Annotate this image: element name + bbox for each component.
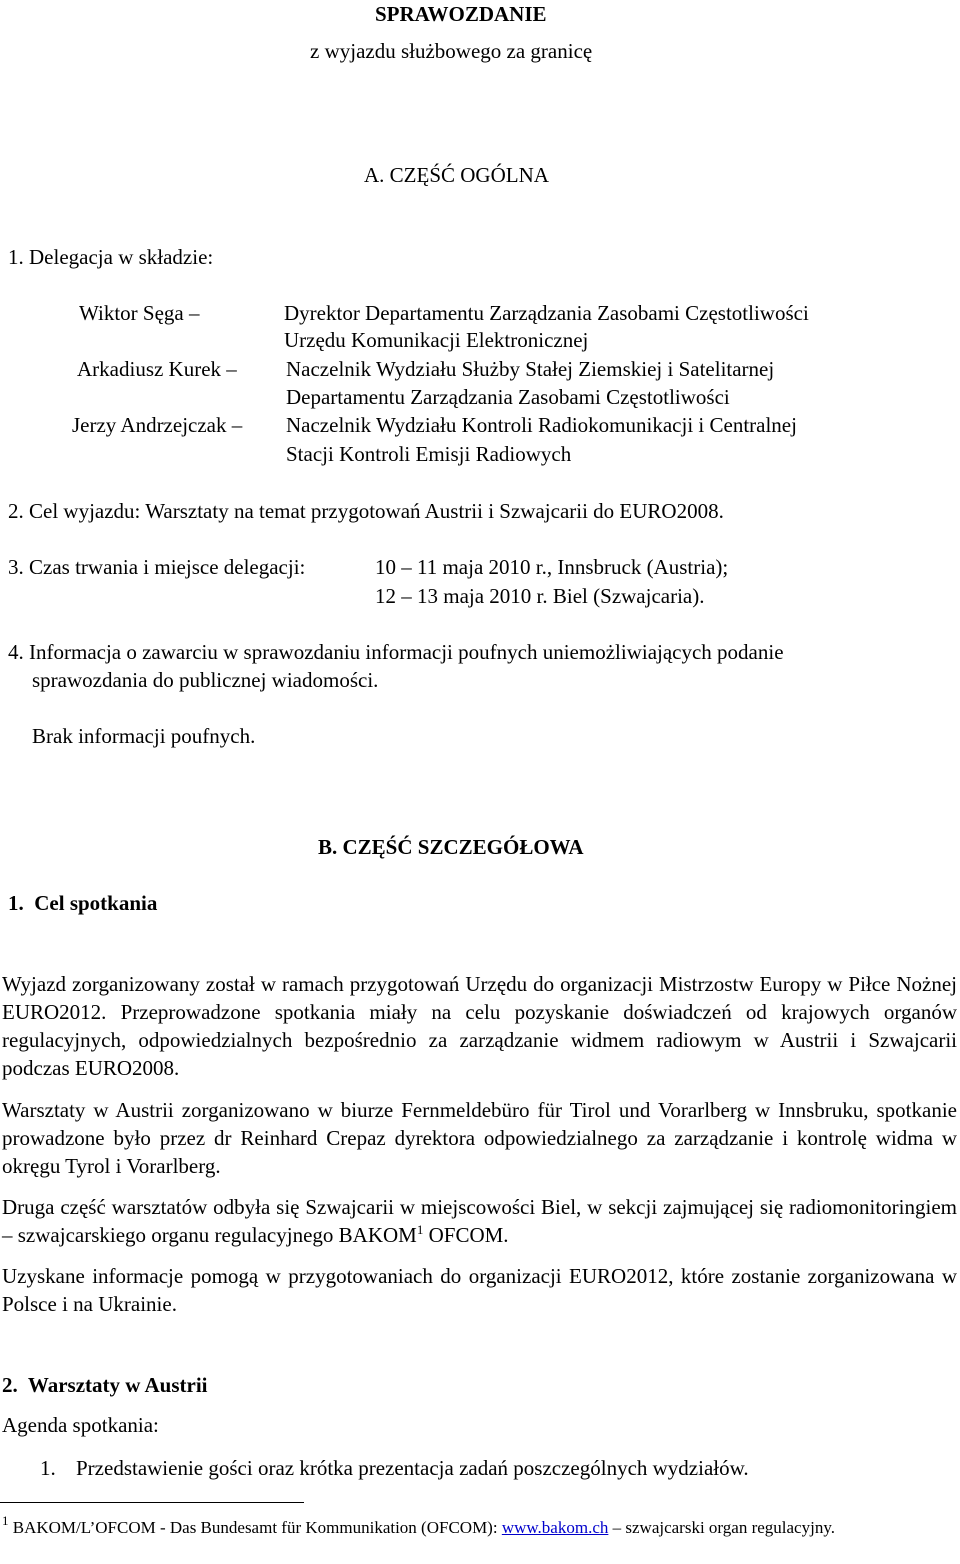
footnote bbox=[2, 1513, 932, 1540]
agenda-item-number: 1. bbox=[40, 1456, 56, 1480]
member-role-continued: Urzędu Komunikacji Elektronicznej bbox=[284, 328, 589, 352]
member-name: Jerzy Andrzejczak – bbox=[72, 413, 243, 437]
paragraph: Uzyskane informacje pomogą w przygotowaniach do organizacji EURO2012, które zostanie zorganizowana w Polsce i na Ukrainie. bbox=[2, 1264, 957, 1316]
paragraph: Wyjazd zorganizowany został w ramach przygotowań Urzędu do organizacji Mistrzostw Europy w Piłce Nożnej EURO2012. Przeprowadzone spotkania miały na celu pozyskanie doświadczeń od krajowych organów regulacyjnych, odpowiedzialnych bezpośrednio za zarządzanie widmem radiowym w Austrii i Szwajcarii podczas EURO2008. bbox=[2, 972, 957, 1080]
section-heading: 1. Cel spotkania bbox=[8, 891, 158, 915]
duration-line: 10 – 11 maja 2010 r., Innsbruck (Austria); bbox=[375, 555, 729, 579]
part-b-heading: B. CZĘŚĆ SZCZEGÓŁOWA bbox=[318, 835, 584, 859]
confidential-info-question: 4. Informacja o zawarciu w sprawozdaniu informacji poufnych uniemożliwiających podanie bbox=[8, 640, 784, 664]
delegation-label: 1. Delegacja w składzie: bbox=[8, 245, 214, 269]
member-role: Dyrektor Departamentu Zarządzania Zasobami Częstotliwości bbox=[284, 301, 809, 325]
paragraph: Warsztaty w Austrii zorganizowano w biurze Fernmeldebüro für Tirol und Vorarlberg w Innsbruku, spotkanie prowadzone było przez dr Reinhard Crepaz dyrektora odpowiedzialnego za zarządzanie i kontrolę widma w okręgu Tyrol i Vorarlberg. bbox=[2, 1098, 957, 1178]
document-title: SPRAWOZDANIE bbox=[375, 2, 547, 26]
member-name: Arkadiusz Kurek – bbox=[77, 357, 237, 381]
bakom-link[interactable]: www.bakom.ch bbox=[501, 1518, 609, 1537]
paragraph bbox=[2, 1193, 957, 1249]
trip-purpose: 2. Cel wyjazdu: Warsztaty na temat przygotowań Austrii i Szwajcarii do EURO2008. bbox=[8, 499, 724, 523]
agenda-label: Agenda spotkania: bbox=[2, 1413, 159, 1437]
confidential-info-question-continued: sprawozdania do publicznej wiadomości. bbox=[32, 668, 379, 692]
member-role-continued: Departamentu Zarządzania Zasobami Częstotliwości bbox=[286, 385, 730, 409]
member-role: Naczelnik Wydziału Kontroli Radiokomunikacji i Centralnej bbox=[286, 413, 797, 437]
agenda-item-text: Przedstawienie gości oraz krótka prezentacja zadań poszczególnych wydziałów. bbox=[76, 1456, 749, 1480]
footnote-mark: 1 bbox=[2, 1513, 9, 1528]
paragraph-text: Druga część warsztatów odbyła się Szwajcarii w miejscowości Biel, w sekcji zajmującej się radiomonitoringiem – szwajcarskiego organu regulacyjnego BAKOM bbox=[2, 1195, 957, 1247]
part-a-heading: A. CZĘŚĆ OGÓLNA bbox=[364, 163, 549, 187]
footnote-text: – szwajcarski organ regulacyjny. bbox=[608, 1518, 835, 1537]
footnote-separator bbox=[0, 1502, 304, 1503]
member-role-continued: Stacji Kontroli Emisji Radiowych bbox=[286, 442, 572, 466]
duration-label: 3. Czas trwania i miejsce delegacji: bbox=[8, 555, 306, 579]
confidential-info-answer: Brak informacji poufnych. bbox=[32, 724, 256, 748]
section-heading: 2. Warsztaty w Austrii bbox=[2, 1373, 208, 1397]
footnote-text: BAKOM/L’OFCOM - Das Bundesamt für Kommunikation (OFCOM): bbox=[8, 1518, 502, 1537]
duration-line: 12 – 13 maja 2010 r. Biel (Szwajcaria). bbox=[375, 584, 705, 608]
document-subtitle: z wyjazdu służbowego za granicę bbox=[310, 39, 593, 63]
member-role: Naczelnik Wydziału Służby Stałej Ziemskiej i Satelitarnej bbox=[286, 357, 775, 381]
member-name: Wiktor Sęga – bbox=[79, 301, 200, 325]
footnote-reference: 1 bbox=[416, 1222, 424, 1237]
paragraph-text: OFCOM. bbox=[423, 1223, 509, 1247]
